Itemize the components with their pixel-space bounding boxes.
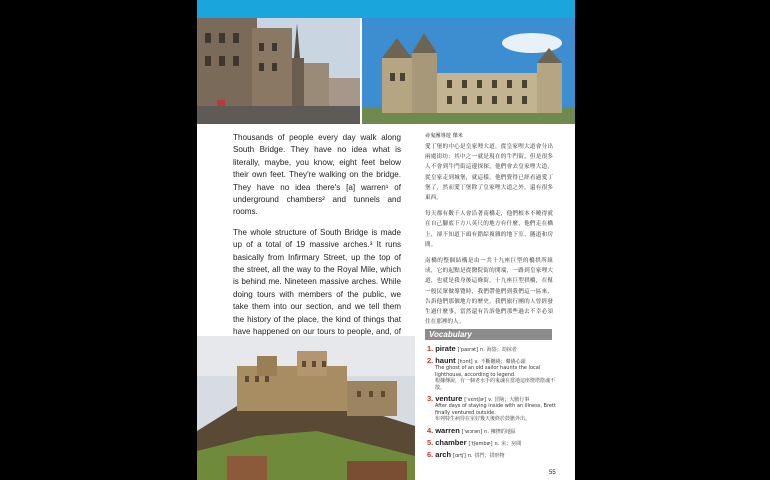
vocab-pos: v. xyxy=(474,359,479,365)
vocab-word: venture xyxy=(435,394,463,403)
vocab-word: warren xyxy=(435,425,460,435)
vocab-pronunciation: [ˈpaɪrət] xyxy=(457,347,479,353)
vocab-pronunciation: [ˈtʃembɚ] xyxy=(468,440,493,447)
palace-photo xyxy=(362,18,575,124)
vocab-number: 2. xyxy=(427,356,434,365)
vocab-meaning: 海盜；劫掠者 xyxy=(486,347,517,353)
vocab-meaning: 拱門；拱形物 xyxy=(474,452,505,459)
chinese-paragraph-2: 每天都有數千人會沿著南橋走，他們根本不曉得就在自己腳底下方八英尺的地方有什麼，他們走在橋上，卻不知道下頭有錯綜複雜的地下室、隧道和房間。 xyxy=(425,211,553,248)
vocab-meaning: 不斷纏繞；縈繞心頭 xyxy=(480,359,526,365)
vocab-pos: n. xyxy=(480,347,485,353)
vocab-word: haunt xyxy=(435,356,456,365)
vocab-example: After days of staying inside with an illness, Brett finally ventured outside. xyxy=(435,403,556,416)
chinese-paragraph-3: 南橋的整個結構是由一共十九座巨型的橋拱所組成，它的起點是從醫院街的開端，一路到皇家哩大道，也就是我身後這條街，十九座巨型拱橋，在幫一般民眾做導覽時，我們帶他們到我們這一區來，告訴他們那個地方的歷史，我們旅行團的人曾經發生過什麼事，當然還有告訴他們那些過去不幸必須住在那裡的人。 xyxy=(425,258,553,326)
vocab-item xyxy=(427,344,557,353)
vocab-item xyxy=(427,426,557,435)
page-number: 55 xyxy=(549,470,556,476)
top-color-bar xyxy=(197,0,575,18)
vocab-pronunciation: [hɔnt] xyxy=(457,359,473,365)
english-paragraph-2: The whole structure of South Bridge is made up of a total of 19 massive arches.³ It runs basically from Infirmary Street, up the top of the street, all the way to the Royal Mile, which is behind me. Nineteen massive arches. While doing tours with members of the public, we take them into our section, and we tell them the history of the place, the kind of things that have happened on our tours to people, and, of xyxy=(233,227,401,337)
vocab-example: The ghost of an old sailor haunts the local lighthouse, according to legend. xyxy=(435,365,541,378)
speaker-caption: 尋鬼團導遊 傑米 xyxy=(425,133,463,139)
vocab-word: arch xyxy=(435,449,452,459)
english-paragraph-1: Thousands of people every day walk along South Bridge. They have no idea what is literally, maybe, you know, eight feet below their own feet. They're walking on the bridge. They have no idea there's [a] warren¹ of underground chambers² and tunnels and rooms. xyxy=(233,133,401,217)
vocab-number: 3. xyxy=(427,394,434,403)
magazine-page xyxy=(197,0,575,480)
vocab-word: chamber xyxy=(435,437,467,447)
vocab-meaning: 冒險；大膽行事 xyxy=(494,397,530,403)
vocab-number: 5. xyxy=(427,437,434,447)
street-photo xyxy=(197,18,360,124)
vocab-pos: n. xyxy=(494,440,500,447)
vocabulary-list xyxy=(427,344,557,462)
vocab-meaning: 室；房間 xyxy=(501,440,522,447)
vocab-word: pirate xyxy=(435,344,456,353)
castle-photo xyxy=(197,336,415,480)
vocab-item xyxy=(427,438,557,447)
vocab-number: 4. xyxy=(427,425,434,435)
vocab-pronunciation: [ˈvɛntʃɚ] xyxy=(464,397,487,403)
chinese-paragraph-1: 愛丁堡的中心是皇家哩大道，從皇家哩大道會分出兩處街坊：其中之一就是現在的牛門街，但是很多人不會到牛門街這邊探探，他們會去皇家哩大道，從皇家走到城堡，就這樣，他們覺得已經看過愛丁堡了，然而愛丁堡除了皇家哩大道之外，還有很多東西。 xyxy=(425,144,553,202)
vocab-item xyxy=(427,356,557,391)
vocab-pos: n. xyxy=(467,452,473,459)
vocabulary-heading: Vocabulary xyxy=(425,329,552,340)
vocab-pronunciation: [ɑrtʃ] xyxy=(453,452,466,459)
chinese-text xyxy=(425,132,553,333)
vocab-example-translation: 根據傳說，有一個老水手的鬼魂在當地這座燈塔陰魂不散。 xyxy=(435,378,556,391)
vocab-number: 1. xyxy=(427,344,434,353)
vocab-item xyxy=(427,394,557,423)
vocab-item xyxy=(427,450,557,459)
vocab-number: 6. xyxy=(427,449,434,459)
vocab-example-translation: 布列特生病待在室好幾天後終於鼓膽外出。 xyxy=(435,416,531,422)
vocab-pos: v. xyxy=(488,397,493,403)
vocab-meaning: 擁擠的地區 xyxy=(490,428,516,435)
vocab-pronunciation: [ˈwɔrən] xyxy=(461,428,483,435)
vocab-pos: n. xyxy=(484,428,489,435)
